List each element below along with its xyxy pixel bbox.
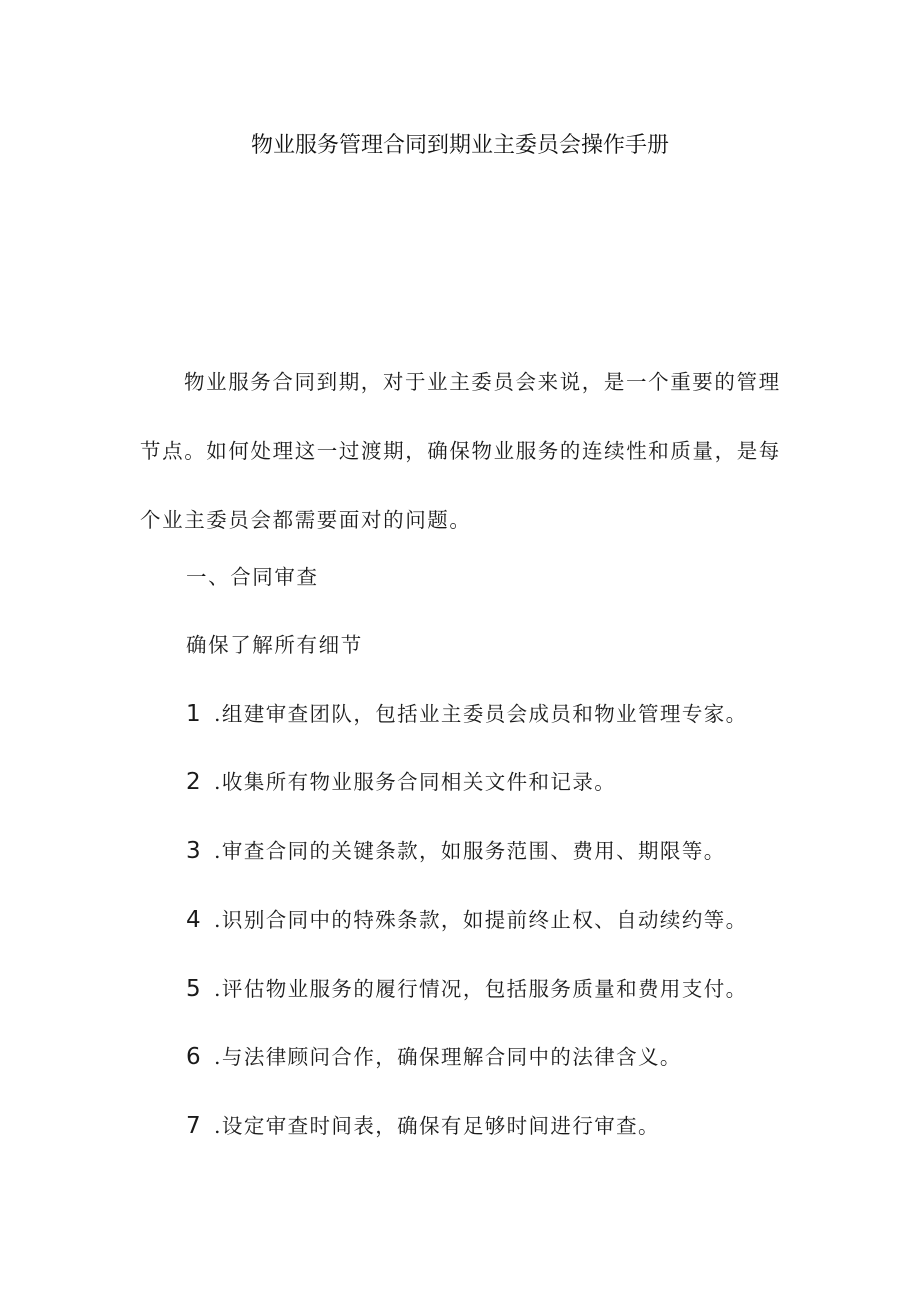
list-item <box>186 697 748 727</box>
intro-paragraph: 物业服务合同到期，对于业主委员会来说，是一个重要的管理节点。如何处理这一过渡期，确保物业服务的连续性和质量，是每个业主委员会都需要面对的问题。 <box>140 370 781 532</box>
list-item-number: 4 <box>186 907 203 933</box>
list-item <box>186 765 616 795</box>
list-item-text: .收集所有物业服务合同相关文件和记录。 <box>214 770 617 794</box>
list-item <box>186 834 726 864</box>
list-item-text: .组建审查团队，包括业主委员会成员和物业管理专家。 <box>214 702 748 726</box>
list-item-text: .与法律顾问合作，确保理解合同中的法律含义。 <box>214 1045 682 1069</box>
list-item-number: 1 <box>186 701 203 727</box>
list-item <box>186 972 748 1002</box>
section-heading: 一、合同审查 <box>186 565 319 589</box>
list-item-number: 6 <box>186 1044 203 1070</box>
list-item-text: .识别合同中的特殊条款，如提前终止权、自动续约等。 <box>214 908 748 932</box>
list-item <box>186 903 748 933</box>
list-item-text: .审查合同的关键条款，如服务范围、费用、期限等。 <box>214 839 726 863</box>
list-item-number: 5 <box>186 976 203 1002</box>
list-item-text: .设定审查时间表，确保有足够时间进行审查。 <box>214 1114 660 1138</box>
document-title: 物业服务管理合同到期业主委员会操作手册 <box>250 133 669 158</box>
list-item <box>186 1109 660 1139</box>
section-subheading: 确保了解所有细节 <box>186 633 363 657</box>
list-item-text: .评估物业服务的履行情况，包括服务质量和费用支付。 <box>214 977 748 1001</box>
list-item-number: 2 <box>186 769 203 795</box>
list-item <box>186 1040 682 1070</box>
list-item-number: 7 <box>186 1113 203 1139</box>
list-item-number: 3 <box>186 838 203 864</box>
